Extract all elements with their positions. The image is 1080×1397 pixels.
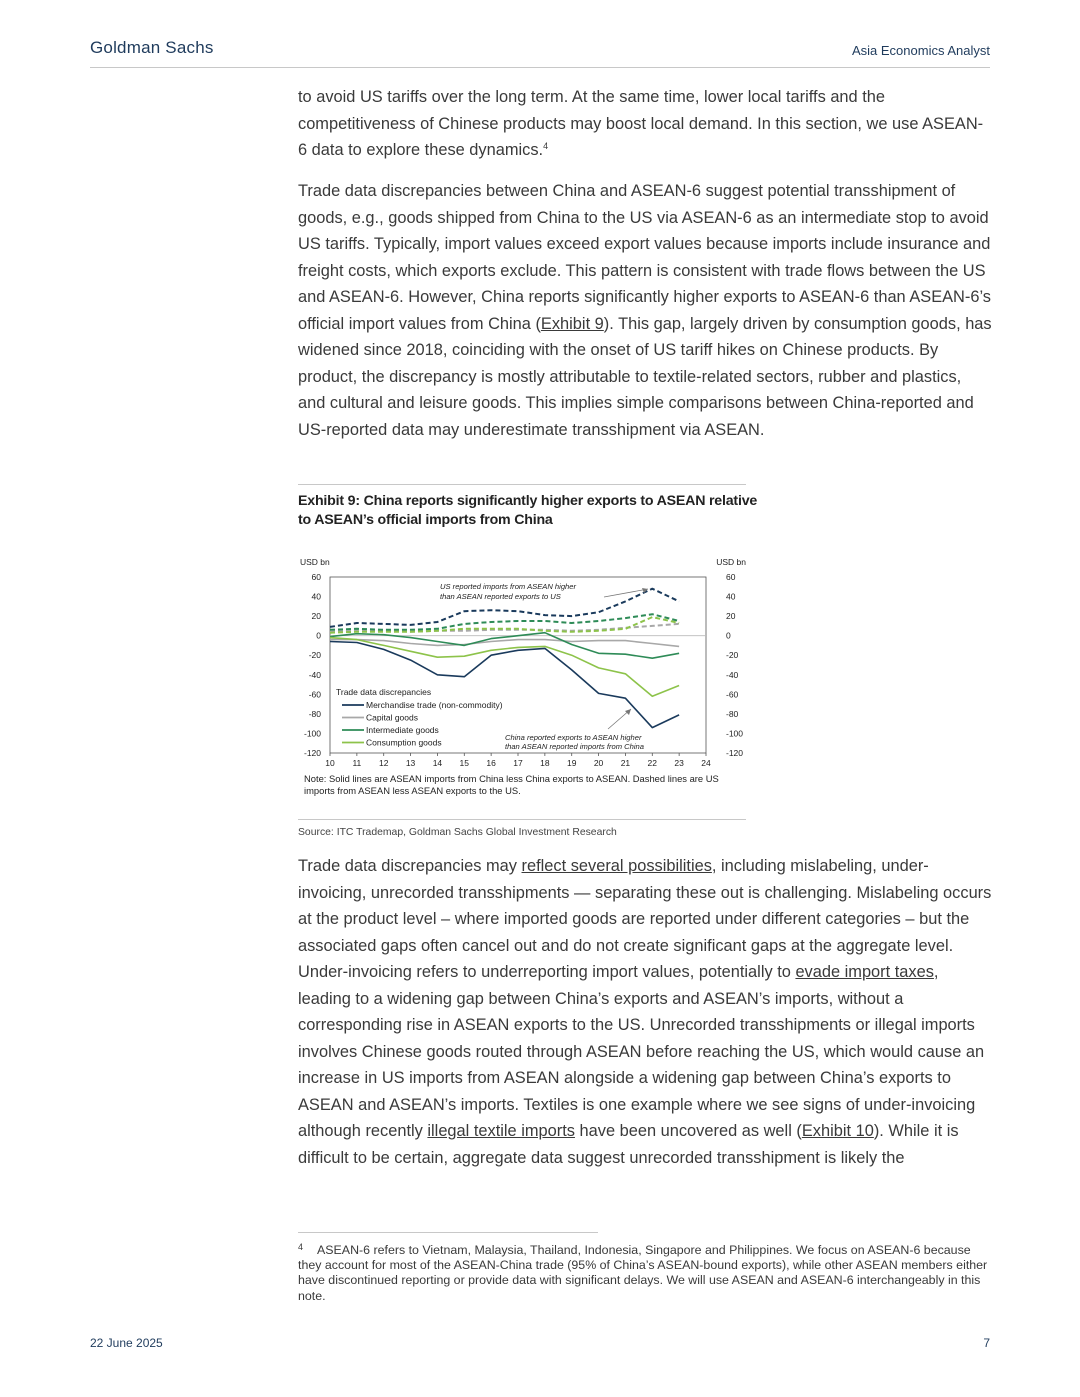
paragraph-1 (298, 84, 992, 164)
x-tick-label: 18 (540, 758, 550, 768)
chart-source: Source: ITC Trademap, Goldman Sachs Global Investment Research (298, 827, 617, 838)
y-tick-label-right: 60 (726, 572, 736, 582)
footnote-ref[interactable]: 4 (543, 141, 549, 151)
legend-entry: Capital goods (366, 712, 418, 723)
paragraph-3-text-1: Trade data discrepancies may (298, 857, 522, 875)
legend-title: Trade data discrepancies (336, 687, 432, 697)
y-tick-label-right: 0 (726, 630, 731, 641)
y-tick-label-left: -80 (308, 708, 321, 719)
page-number: 7 (983, 1336, 990, 1350)
exhibit-9-link[interactable]: Exhibit 9 (540, 314, 604, 333)
y-axis-label-right: USD bn (716, 557, 746, 567)
chart-note: Note: Solid lines are ASEAN imports from China less China exports to ASEAN. Dashed lines are US imports from ASEAN less ASEAN exports to the US. (304, 773, 719, 796)
annotation-us-arrow (604, 589, 648, 597)
exhibit-10-link[interactable]: Exhibit 10 (801, 1122, 874, 1140)
y-tick-label-right: -60 (726, 689, 739, 700)
y-tick-label-left: -100 (303, 728, 321, 739)
annotation-us-line1: US reported imports from ASEAN higher (440, 582, 577, 591)
footnote-text: ASEAN-6 refers to Vietnam, Malaysia, Thailand, Indonesia, Singapore and Philippines. We focus on ASEAN-6 because they account for most of the ASEAN-China trade (95% of China’s ASEAN-bound exports), while other ASEAN members either have discontinued reporting or provide data with significant delays. We will use ASEAN and ASEAN-6 interchangeably in this note. (298, 1243, 988, 1303)
y-tick-label-left: 60 (311, 572, 321, 582)
paragraph-2 (298, 178, 992, 443)
paragraph-1-text: to avoid US tariffs over the long term. At the same time, lower local tariffs and the competitiveness of Chinese products may boost local demand. In this section, we use ASEAN-6 data to explore these dynamics. (298, 88, 984, 159)
paragraph-3-text-2: , including mislabeling, under-invoicing, unrecorded transshipments — separating these out is challenging. Mislabeling occurs at the product level – where imported goods are reported under different categories – but the associated gaps often cancel out and do not create significant gaps at the aggregate level. Under-invoicing refers to underreporting import values, potentially to (298, 857, 992, 981)
y-tick-label-right: -100 (726, 728, 744, 739)
x-tick-label: 21 (620, 758, 631, 768)
exhibit-top-rule (298, 484, 746, 485)
evade-import-taxes-link[interactable]: evade import taxes (795, 963, 934, 981)
footnote-divider (298, 1232, 598, 1233)
paragraph-3-text-5: ). While it is difficult to be certain, aggregate data suggest unrecorded transshipment is likely the (298, 1122, 959, 1167)
x-tick-label: 12 (378, 758, 389, 768)
x-tick-label: 16 (486, 758, 496, 768)
y-tick-label-right: -80 (726, 708, 739, 719)
x-tick-label: 15 (459, 758, 470, 768)
paragraph-2-text-a: Trade data discrepancies between China and ASEAN-6 suggest potential transshipment of goods, e.g., goods shipped from China to the US via ASEAN-6 as an intermediate stop to avoid US tariffs. Typically, import values exceed export values because imports include insurance and freight costs, which exports exclude. This pattern is consistent with trade flows between the US and ASEAN-6. However, China reports significantly higher exports to ASEAN-6 than ASEAN-6’s official import values from China ( (298, 182, 992, 333)
y-tick-label-left: -120 (303, 748, 321, 758)
series-title: Asia Economics Analyst (851, 43, 990, 58)
y-tick-label-right: 20 (726, 611, 736, 622)
x-tick-label: 17 (513, 758, 523, 768)
x-tick-label: 11 (352, 758, 362, 768)
y-tick-label-right: -120 (726, 748, 744, 758)
header-divider (90, 67, 990, 68)
exhibit-title: Exhibit 9: China reports significantly higher exports to ASEAN relative to ASEAN’s official imports from China (298, 493, 758, 528)
annotation-china-arrowhead (625, 709, 631, 715)
annotation-china-line2: than ASEAN reported imports from China (505, 742, 644, 751)
annotation-us-line2: than ASEAN reported exports to US (440, 592, 561, 601)
y-tick-label-left: 0 (316, 630, 321, 641)
y-tick-label-left: -20 (308, 650, 321, 661)
footnote-number: 4 (298, 1242, 304, 1252)
y-tick-label-right: -40 (726, 669, 739, 680)
x-tick-label: 20 (593, 758, 604, 768)
paragraph-3 (298, 853, 992, 1171)
x-tick-label: 13 (405, 758, 416, 768)
exhibit-chart (296, 552, 756, 772)
x-tick-label: 14 (432, 758, 443, 768)
y-tick-label-right: -20 (726, 650, 739, 661)
footnote (298, 1240, 990, 1304)
annotation-china-line1: China reported exports to ASEAN higher (505, 733, 642, 742)
x-tick-label: 10 (325, 758, 335, 768)
paragraph-2-text-b: ). This gap, largely driven by consumption goods, has widened since 2018, coinciding with the onset of US tariff hikes on Chinese products. By product, the discrepancy is mostly attributable to textile-related sectors, rubber and plastics, and cultural and leisure goods. This implies simple comparisons between China-reported and US-reported data may underestimate transshipment via ASEAN. (298, 314, 992, 439)
legend-entry: Consumption goods (366, 737, 442, 748)
paragraph-3-text-3: , leading to a widening gap between China’s exports and ASEAN’s imports, without a corresponding rise in ASEAN exports to the US. Unrecorded transshipments or illegal imports involves Chinese goods routed through ASEAN before reaching the US, which would cause an increase in US imports from ASEAN alongside a widening gap between China’s exports to ASEAN and ASEAN’s imports. Textiles is one example where we see signs of under-invoicing although recently (298, 963, 985, 1140)
y-tick-label-right: 40 (726, 591, 736, 602)
x-tick-label: 19 (566, 758, 577, 768)
legend-entry: Intermediate goods (366, 725, 439, 735)
illegal-textile-imports-link[interactable]: illegal textile imports (427, 1122, 575, 1140)
paragraph-3-text-4: have been uncovered as well ( (574, 1122, 802, 1140)
y-tick-label-left: 20 (311, 611, 321, 622)
y-tick-label-left: 40 (311, 591, 321, 602)
legend-entry: Merchandise trade (non-commodity) (366, 700, 503, 710)
x-tick-label: 23 (674, 758, 684, 768)
y-tick-label-left: -60 (308, 689, 321, 700)
exhibit-bottom-rule (298, 819, 746, 820)
footer-date: 22 June 2025 (90, 1336, 163, 1350)
y-axis-label-left: USD bn (300, 557, 330, 567)
y-tick-label-left: -40 (308, 669, 321, 680)
x-tick-label: 24 (701, 758, 711, 768)
brand-logo: Goldman Sachs (90, 38, 214, 57)
x-tick-label: 22 (647, 758, 658, 768)
reflect-possibilities-link[interactable]: reflect several possibilities (521, 857, 712, 875)
